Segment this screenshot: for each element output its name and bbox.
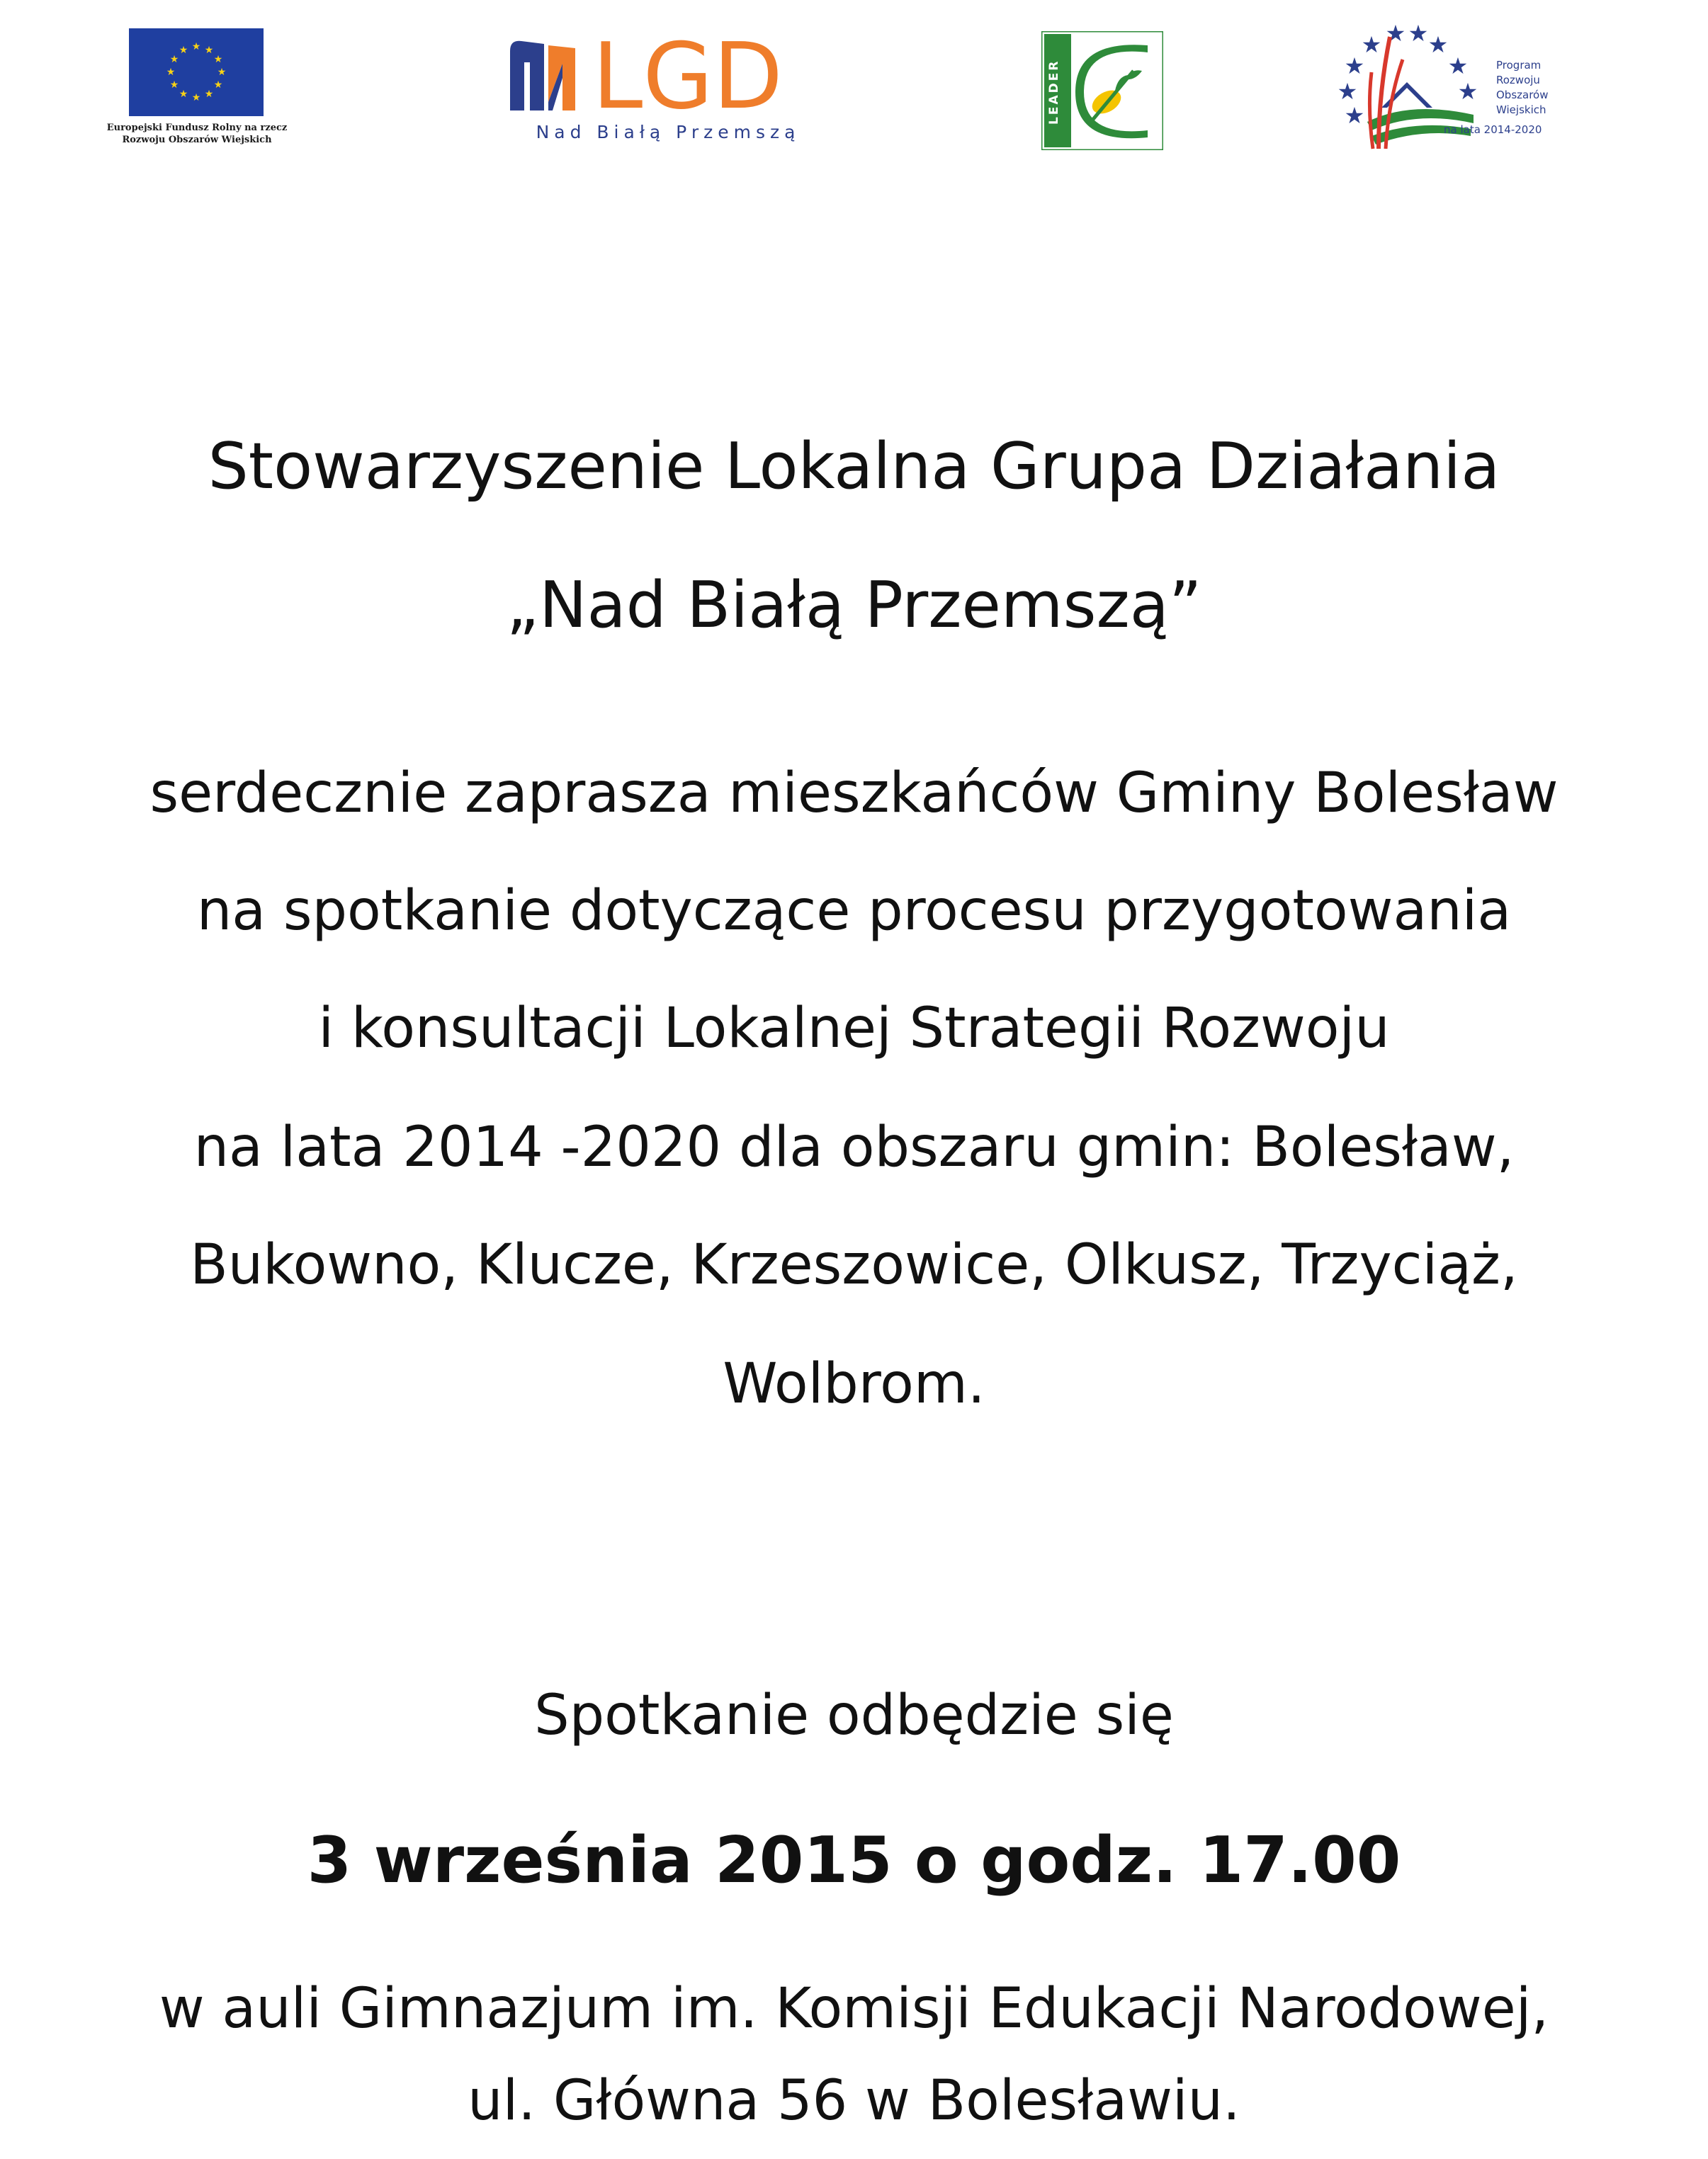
lgd-logo <box>502 31 835 159</box>
svg-text:★: ★ <box>1344 102 1365 129</box>
svg-text:★: ★ <box>191 41 201 52</box>
prow-logo <box>1332 16 1566 157</box>
leader-word: LEADER <box>1047 59 1061 125</box>
prow-line1: Program <box>1496 59 1542 72</box>
svg-text:★: ★ <box>1361 31 1382 58</box>
svg-text:★: ★ <box>204 89 214 100</box>
lgd-word: LGD <box>592 31 784 120</box>
eu-flag-icon <box>129 28 264 116</box>
svg-text:★: ★ <box>1427 31 1449 58</box>
svg-text:★: ★ <box>166 67 176 78</box>
eu-fund-caption-line2: Rozwoju Obszarów Wiejskich <box>122 135 272 145</box>
body-line-1: serdecznie zaprasza mieszkańców Gminy Bolesław <box>149 761 1559 825</box>
lgd-mark-icon <box>502 31 835 120</box>
svg-text:★: ★ <box>213 79 223 91</box>
eu-flag-logo <box>98 28 296 156</box>
eu-fund-caption <box>98 122 296 146</box>
prow-years: na lata 2014-2020 <box>1444 123 1542 136</box>
svg-text:★: ★ <box>1337 78 1358 105</box>
venue-line-1: w auli Gimnazjum im. Komisji Edukacji Narodowej, <box>159 1977 1549 2041</box>
svg-text:★: ★ <box>1385 20 1406 47</box>
body-line-2: na spotkanie dotyczące procesu przygotowania <box>196 879 1512 943</box>
svg-text:★: ★ <box>169 54 179 65</box>
prow-line2: Rozwoju <box>1496 74 1540 86</box>
body-line-3: i konsultacji Lokalnej Strategii Rozwoju <box>318 997 1390 1060</box>
svg-text:★: ★ <box>179 89 188 100</box>
organization-title-line2: „Nad Białą Przemszą” <box>506 568 1202 642</box>
svg-text:★: ★ <box>1457 78 1478 105</box>
prow-line4: Wiejskich <box>1496 103 1546 116</box>
body-line-5: Bukowno, Klucze, Krzeszowice, Olkusz, Trzyciąż, <box>190 1233 1518 1297</box>
body-line-6: Wolbrom. <box>723 1352 985 1416</box>
body-line-4: na lata 2014 -2020 dla obszaru gmin: Bolesław, <box>193 1116 1515 1179</box>
svg-text:★: ★ <box>1447 52 1469 79</box>
svg-text:★: ★ <box>204 45 214 56</box>
svg-text:★: ★ <box>1344 52 1365 79</box>
meeting-date: 3 września 2015 o godz. 17.00 <box>307 1823 1401 1898</box>
leader-logo <box>1041 31 1163 150</box>
meeting-intro: Spotkanie odbędzie się <box>534 1684 1174 1747</box>
logo-bar <box>0 0 1708 170</box>
venue-line-2: ul. Główna 56 w Bolesławiu. <box>468 2069 1240 2133</box>
svg-text:★: ★ <box>179 45 188 56</box>
eu-fund-caption-line1: Europejski Fundusz Rolny na rzecz <box>106 123 288 133</box>
svg-text:★: ★ <box>213 54 223 65</box>
organization-title-line1: Stowarzyszenie Lokalna Grupa Działania <box>208 429 1500 504</box>
lgd-caption: Nad Białą Przemszą <box>536 122 801 142</box>
svg-text:★: ★ <box>191 92 201 103</box>
svg-text:★: ★ <box>1408 20 1429 47</box>
prow-line3: Obszarów <box>1496 89 1549 101</box>
svg-text:★: ★ <box>169 79 179 91</box>
prow-mark-icon <box>1332 16 1502 157</box>
svg-text:★: ★ <box>217 67 227 78</box>
prow-name <box>1496 58 1574 118</box>
